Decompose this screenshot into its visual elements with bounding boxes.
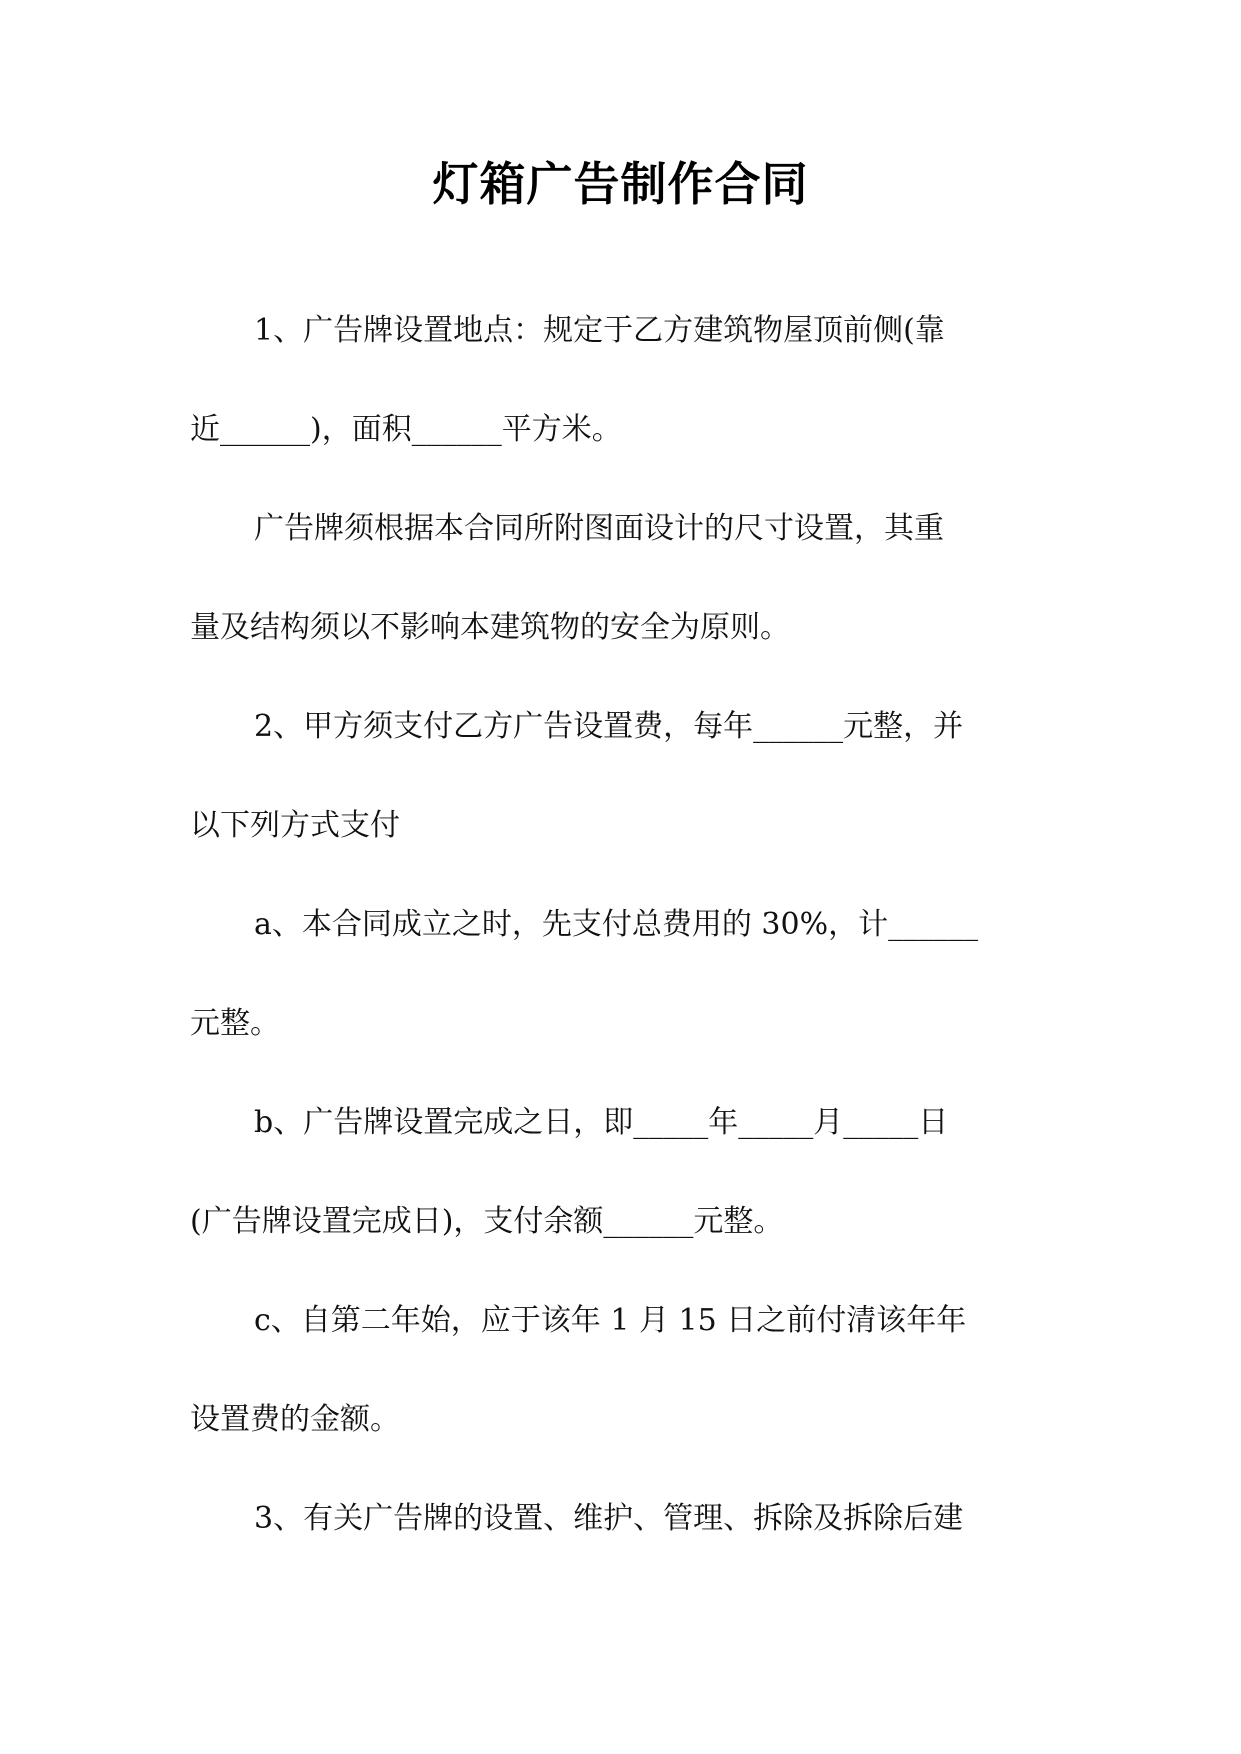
paragraph-line-12: 设置费的金额。 (190, 1402, 400, 1437)
paragraph-line-9: b、广告牌设置完成之日，即_____年_____月_____日 (254, 1105, 949, 1140)
paragraph-line-10: (广告牌设置完成日)，支付余额______元整。 (190, 1204, 784, 1239)
paragraph-line-3: 广告牌须根据本合同所附图面设计的尺寸设置，其重 (254, 511, 944, 546)
paragraph-line-6: 以下列方式支付 (190, 808, 400, 843)
paragraph-line-5: 2、甲方须支付乙方广告设置费，每年______元整，并 (254, 709, 964, 744)
paragraph-line-13: 3、有关广告牌的设置、维护、管理、拆除及拆除后建 (254, 1501, 964, 1536)
paragraph-line-1: 1、广告牌设置地点：规定于乙方建筑物屋顶前侧(靠 (254, 313, 945, 348)
paragraph-line-8: 元整。 (190, 1006, 280, 1041)
paragraph-line-2: 近______)，面积______平方米。 (190, 412, 622, 447)
paragraph-line-7: a、本合同成立之时，先支付总费用的 30%，计______ (254, 907, 979, 942)
paragraph-line-11: c、自第二年始，应于该年 1 月 15 日之前付清该年年 (254, 1303, 967, 1338)
document-body (190, 295, 1045, 1582)
document-title: 灯箱广告制作合同 (432, 157, 809, 211)
paragraph-line-4: 量及结构须以不影响本建筑物的安全为原则。 (190, 610, 790, 645)
